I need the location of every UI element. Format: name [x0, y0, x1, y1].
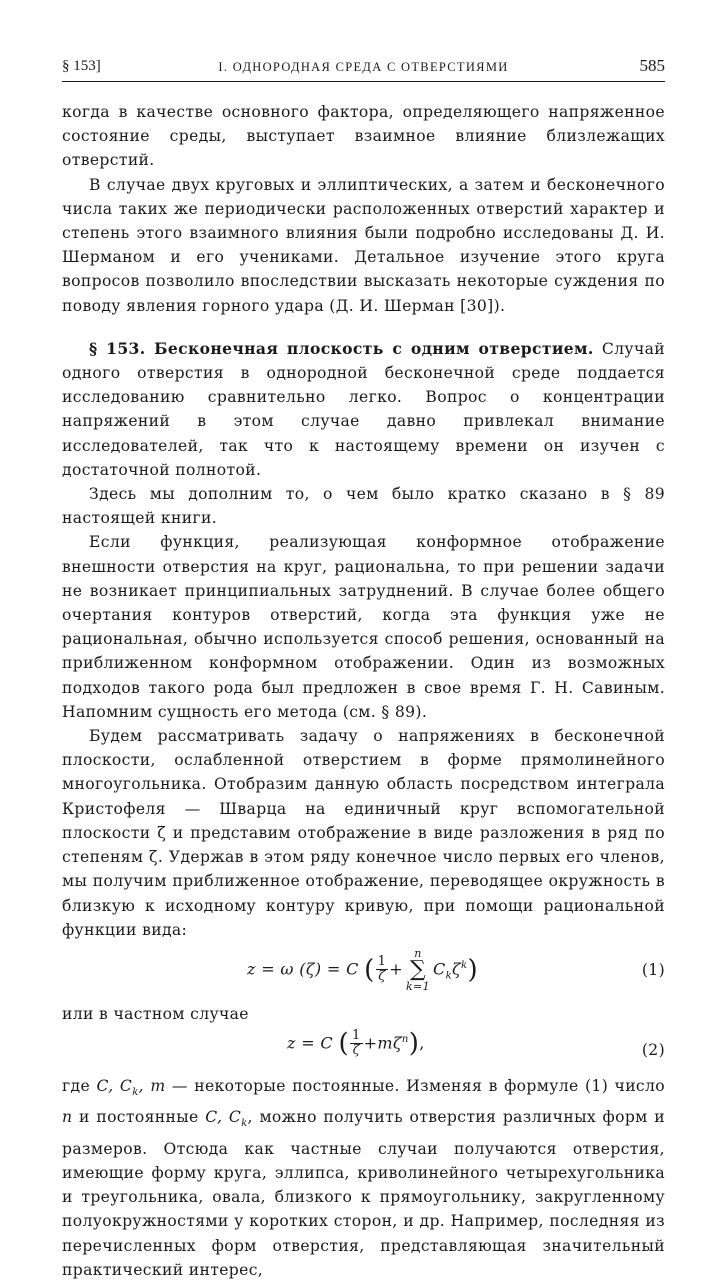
header-chapter-title: I. ОДНОРОДНАЯ СРЕДА С ОТВЕРСТИЯМИ	[218, 60, 509, 74]
fraction: $\frac{1}{\zeta}$	[351, 1028, 361, 1059]
paragraph: Будем рассматривать задачу о напряжениях в бесконечной плоскости, ослабленной отверстием в форме прямолинейного многоугольника. Отобразим данную область посредством интеграла Кристофеля — Шварца на единичный круг вспомогательной плоскости ζ и представим отображение в виде разложения в ряд по степеням ζ. Удержав в этом ряду конечное число первых его членов, мы получим приближенное отображение, переводящее окружность в близкую к исходному контуру кривую, при помощи рациональной функции вида:	[62, 727, 665, 939]
paragraph-text: Случай одного отверстия в однородной бесконечной среде поддается исследованию сравнительно легко. Вопрос о концентрации напряжений в этом случае давно привлекал внимание исследователей, так что к настоящему времени он изучен с достаточной полнотой.	[62, 339, 665, 479]
equation-1	[62, 942, 665, 1002]
paragraph: когда в качестве основного фактора, определяющего напряженное состояние среды, выступает взаимное влияние близлежащих отверстий.	[62, 103, 665, 170]
summation-sign: n ∑ k=1	[406, 946, 430, 993]
header-rule	[62, 81, 665, 82]
section-heading: § 153. Бесконечная плоскость с одним отверстием.	[89, 338, 594, 358]
running-header	[62, 56, 665, 80]
paragraph: Здесь мы дополним то, о чем было кратко сказано в § 89 настоящей книги.	[62, 485, 665, 528]
paragraph: В случае двух круговых и эллиптических, а затем и бесконечного числа таких же периодически расположенных отверстий характер и степень этого взаимного влияния были подробно исследованы Д. И. Шерманом и его учениками. Детальное изучение этого круга вопросов позволило впоследствии высказать некоторые суждения по поводу явления горного удара (Д. И. Шерман [30]).	[62, 175, 665, 315]
paragraph: где C, $C_k$, m — некоторые постоянные. Изменяя в формуле (1) число n и постоянные C, $C_k$, можно получить отверстия различных форм и размеров. Отсюда как частные случаи получаются отверстия, имеющие форму круга, эллипса, криволинейного четырехугольника и треугольника, овала, близкого к прямоугольнику, закругленному полуокружностями у коротких сторон, и др. Например, последняя из перечисленных форм отверстия, представляющая значительный практический интерес,	[62, 1077, 666, 1279]
equation-number: (2)	[641, 1041, 665, 1060]
equation-2-body: z = C ( $\frac{1}{\zeta}$ $+m\zeta^n$),	[287, 1028, 425, 1059]
equation-number: (1)	[641, 960, 665, 979]
paragraph: Если функция, реализующая конформное отображение внешности отверстия на круг, рациональна, то при решении задачи не возникает принципиальных затруднений. В случае более общего очертания контуров отверстий, когда эта функция уже не рациональная, обычно используется способ решения, основанный на приближенном конформном отображении. Один из возможных подходов такого рода был предложен в свое время Г. Н. Савиным. Напомним сущность его метода (см. § 89).	[62, 533, 665, 721]
equation-2	[62, 1026, 665, 1074]
fraction: $\frac{1}{\zeta}$	[377, 954, 387, 985]
header-section-ref: § 153]	[62, 58, 101, 74]
equation-1-body: z = ω (ζ) = C ( $\frac{1}{\zeta}$ + n ∑ k=1 $C_k\zeta^k$)	[247, 946, 478, 993]
section-paragraph	[62, 337, 665, 482]
page-number: 585	[639, 56, 665, 75]
paragraph: или в частном случае	[62, 1004, 249, 1023]
page-body	[62, 100, 665, 1282]
